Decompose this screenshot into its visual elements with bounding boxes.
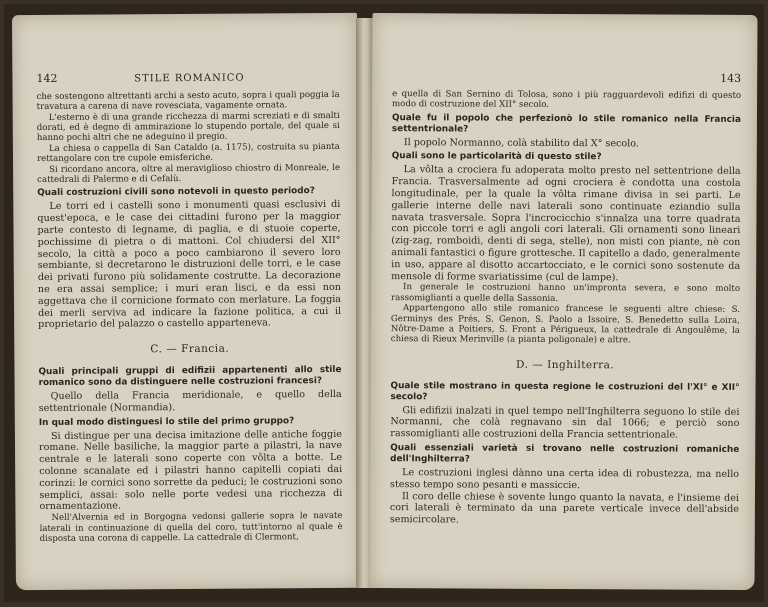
page-number-right: 143 xyxy=(720,71,742,85)
question-heading: Quali principali gruppi di edifizii appartenenti allo stile romanico sono da distinguere nelle costruzioni francesi? xyxy=(38,364,342,389)
question-heading: Quali essenziali varietà si trovano nelle costruzioni romaniche dell'Inghilterra? xyxy=(390,443,740,465)
left-page-header xyxy=(36,71,339,86)
paragraph: Appartengono allo stile romanico francese le seguenti altre chiese: S. Germinys des Prés, S. Genon, S. Paolo a Issoire, S. Benedetto sulla Loira, Nôtre-Dame a Poitiers, S. Front a Périgueux, la cattedrale di Angoulême, la chiesa di Rieux Merinville (a pianta poligonale) e altre. xyxy=(390,303,740,346)
question-heading: Quali sono le particolarità di questo stile? xyxy=(391,151,602,163)
paragraph: La chiesa o cappella di San Cataldo (a. 1175), costruita su pianta rettangolare con tre cupole emisferiche. xyxy=(36,141,340,165)
section-title: C. — Francia. xyxy=(150,342,230,356)
paragraph: e quella di San Sernino di Tolosa, sono i più ragguardevoli edifizi di questo modo di costruzione del XII° secolo. xyxy=(392,88,742,111)
paragraph: Il coro delle chiese è sovente lungo quanto la navata, e l'insieme dei cori laterali è terminato da una parete verticale invece dell'abside semicircolare. xyxy=(389,490,740,526)
paragraph: Il popolo Normanno, colà stabilito dal X° secolo. xyxy=(403,136,639,150)
paragraph: Le costruzioni inglesi dànno una certa idea di robustezza, ma nello stesso tempo sono pesanti e massiccie. xyxy=(390,467,740,491)
left-page xyxy=(12,13,361,590)
paragraph: Si distingue per una decisa imitazione delle antiche foggie romane. Nelle basiliche, la maggior parte a pilastri, la nave centrale e le laterali sono coperte con vôlta a botte. Le colonne scanalate ed i pilastri hanno capitelli copiati dai corinzi: le cornici sono sorrette da peduci; le costruzioni sono semplici, assai: solo nelle porte vedesi una ricchezza di ornamentazione. xyxy=(38,428,343,513)
running-head: STILE ROMANICO xyxy=(134,72,245,85)
section-title: D. — Inghilterra. xyxy=(516,358,615,372)
question-heading: Quale stile mostrano in questa regione le costruzioni del l'XI° e XII° secolo? xyxy=(390,380,740,402)
question-heading: Quali costruzioni civili sono notevoli in questo periodo? xyxy=(37,186,315,199)
paragraph: Nell'Alvernia ed in Borgogna vedonsi gallerie sopra le navate laterali in continuazione di quella del coro, tutt'intorno al quale è disposta una corona di cappelle. La cattedrale di Clermont, xyxy=(39,511,343,545)
paragraph: Gli edifizii inalzati in quel tempo nell'Inghilterra seguono lo stile dei Normanni, che colà regnavano sin dal 1066; e perciò sono rassomiglianti alle costruzioni della Francia settentrionale. xyxy=(390,404,740,441)
paragraph: L'esterno è di una grande ricchezza di marmi screziati e di smalti dorati, ed è degno di ammirazione lo stupendo portale, del quale si hanno pochi altri che ne adeguino il pregio. xyxy=(36,110,340,144)
paragraph: che sostengono altrettanti archi a sesto acuto, sopra i quali poggia la travatura a carena di nave rovesciata, vagamente ornata. xyxy=(36,89,340,113)
right-page xyxy=(369,13,757,590)
question-heading: In qual modo distinguesi lo stile del primo gruppo? xyxy=(38,415,295,428)
right-page-header xyxy=(392,71,741,85)
page-number-left: 142 xyxy=(36,71,58,86)
question-heading: Quale fu il popolo che perfezionò lo stile romanico nella Francia settentrionale? xyxy=(391,112,741,135)
paragraph: In generale le costruzioni hanno un'impronta severa, e sono molto rassomiglianti a quelle della Sassonia. xyxy=(390,282,741,304)
open-book xyxy=(4,4,764,602)
paragraph: Le torri ed i castelli sono i monumenti quasi esclusivi di quest'epoca, e le case dei cittadini furono per la maggior parte contesto di legname, di paglia, e di stuoie coperte, pochissime di pietra o di mattoni. Col chiudersi del XII° secolo, la città a poco a poco cambiarono il severo loro sembiante, si decretarono le distruzioni delle torri, e le case dei privati furono più solidamente costrutte. La decorazione ne era assai semplice; i muri eran lisci, e da essi non aggettava che il cornicione formato con merlature. La foggia dei merli serviva ad indicare la fazione politica, a cui il proprietario del palazzo o castello apparteneva. xyxy=(37,199,342,331)
paragraph: La vôlta a crociera fu adoperata molto presto nel settentrione della Francia. Trasversalmente ad ogni crociera è condotta una costola longitudinale, per la quale la vôlta rimane divisa in sei parti. Le gallerie interne delle navi laterali sono continuate eziandio sulla navata trasversale. Sopra l'incrocicchio s'innalza una torre quadrata con piccole torri e agli angoli cori laterali. Gli ornamenti sono lineari (zig-zag, romboidi, denti di sega, stelle), non misti con piante, nè con animali fantastici o figure grottesche. Il capitello a dado, generalmente in uso, appare al disotto accartocciato, e le cornici sono sostenute da mensole di forme svariatissime (cul de lampe). xyxy=(391,164,741,283)
paragraph: Quello della Francia meridionale, e quello della settentrionale (Normandia). xyxy=(38,388,342,414)
paragraph: Si ricordano ancora, oltre al meraviglioso chiostro di Monreale, le cattedrali di Palermo e di Cefalù. xyxy=(37,162,341,186)
